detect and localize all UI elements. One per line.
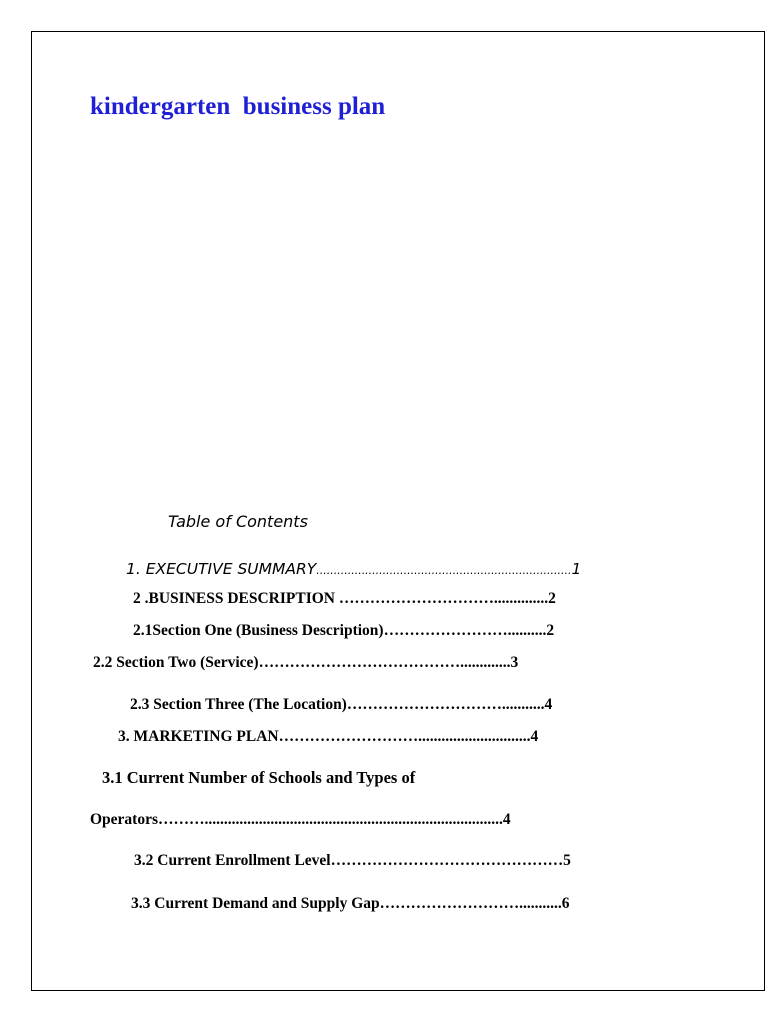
toc-heading: Table of Contents (168, 512, 308, 531)
toc-entry-label: 3. MARKETING PLAN (118, 728, 279, 745)
toc-entry-dots: …………………………………............. (258, 654, 511, 671)
toc-entry-label: 1. EXECUTIVE SUMMARY (126, 560, 317, 578)
toc-entry-page: 2 (546, 622, 555, 639)
toc-entry-dots: ……………………………………… (330, 852, 564, 869)
document-title: kindergarten business plan (90, 93, 386, 120)
toc-entry-dots: ………………………….............. (338, 590, 549, 607)
toc-entry-dots: ………............................................................................. (158, 811, 503, 828)
toc-entry-label: Operators (90, 811, 159, 828)
toc-entry-label: 2 .BUSINESS DESCRIPTION (133, 590, 339, 607)
toc-entry-dots: …………………………........... (346, 696, 545, 713)
toc-entry-label: 3.1 Current Number of Schools and Types of (102, 768, 416, 787)
toc-entry-section-one[interactable] (133, 623, 554, 639)
toc-entry-current-schools[interactable] (102, 770, 415, 787)
toc-entry-marketing-plan[interactable] (118, 729, 538, 745)
toc-entry-label: 2.3 Section Three (The Location) (130, 696, 347, 713)
toc-entry-label: 2.1Section One (Business Description) (133, 622, 384, 639)
toc-entry-page: 6 (561, 895, 570, 912)
toc-entry-page: 3 (510, 654, 519, 671)
toc-entry-operators[interactable] (90, 812, 511, 828)
toc-entry-page: 1 (571, 560, 582, 578)
toc-entry-executive-summary[interactable] (126, 562, 581, 578)
toc-entry-business-description[interactable] (133, 591, 556, 607)
toc-entry-page: 5 (563, 852, 571, 869)
toc-entry-enrollment-level[interactable] (134, 853, 571, 869)
document-page (31, 31, 765, 991)
toc-entry-label: 3.3 Current Demand and Supply Gap (131, 895, 380, 912)
toc-entry-page: 4 (530, 728, 539, 745)
toc-entry-label: 3.2 Current Enrollment Level (134, 852, 331, 869)
toc-entry-label: 2.2 Section Two (Service) (93, 654, 259, 671)
toc-entry-page: 4 (502, 811, 511, 828)
toc-entry-dots: ………………………........... (379, 895, 562, 912)
toc-entry-page: 4 (544, 696, 553, 713)
toc-entry-page: 2 (548, 590, 556, 607)
toc-entry-dots: ………………………............................. (278, 728, 531, 745)
toc-entry-section-three[interactable] (130, 697, 552, 713)
toc-entry-demand-supply-gap[interactable] (131, 896, 570, 912)
toc-entry-dots: ......................................................................... (316, 564, 572, 577)
toc-entry-section-two[interactable] (93, 655, 518, 671)
toc-entry-dots: …………………….......... (383, 622, 547, 639)
